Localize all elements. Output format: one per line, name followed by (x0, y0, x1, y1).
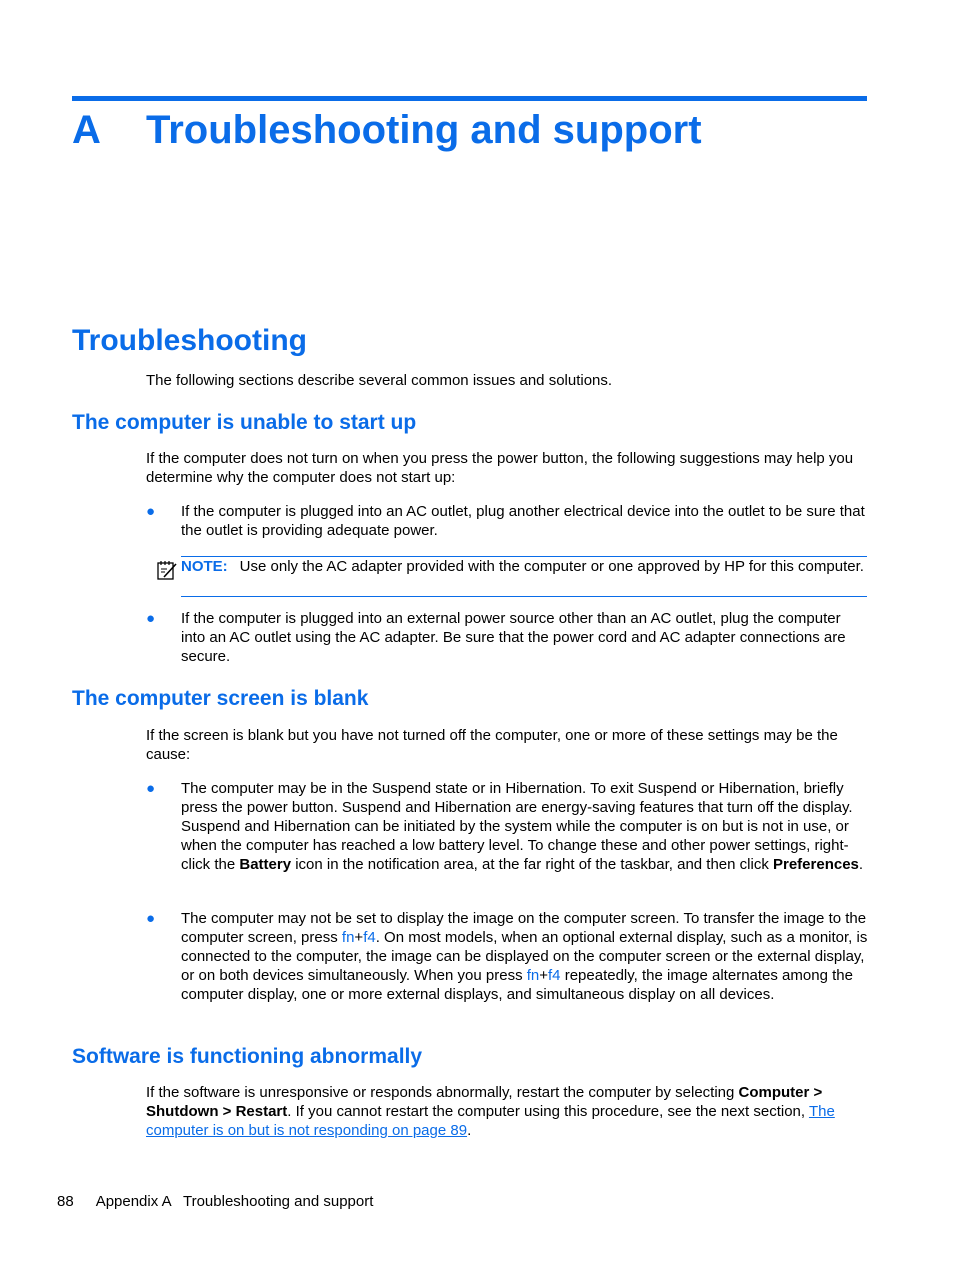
startup-bullet-2: If the computer is plugged into an external power source other than an AC outlet, plug the computer into an AC outlet using the AC adapter. Be sure that the power cord and AC adapter connections are secure. (181, 610, 846, 665)
note-pad-icon (156, 559, 178, 581)
bullet-dot-icon: ● (146, 503, 156, 520)
startup-bullet-1: If the computer is plugged into an AC outlet, plug another electrical device into the outlet to be sure that the outlet is providing adequate power. (181, 503, 865, 539)
page-footer (57, 1192, 373, 1211)
screen-blank-intro: If the screen is blank but you have not turned off the computer, one or more of these settings may be the cause: (146, 727, 838, 763)
text-run: The computer may not be set to display the image on the computer screen. To transfer the image to the computer screen, press (181, 910, 867, 946)
bullet-dot-icon: ● (146, 610, 156, 627)
footer-label: Appendix A Troubleshooting and support (95, 1193, 374, 1210)
key-f4: f4 (363, 929, 376, 946)
text-run: icon in the notification area, at the far right of the taskbar, and then click (291, 856, 773, 873)
text-run: . On most models, when an optional external display, such as a monitor, is connected to the computer, the image can be displayed on the computer screen or the external display, or on both devices simultaneously. When you press (181, 929, 868, 984)
screen-blank-bullet-2 (181, 909, 868, 1004)
cross-reference-link[interactable]: The computer is on but is not responding on page 89 (146, 1103, 835, 1139)
section-title: Troubleshooting (72, 324, 307, 357)
software-heading: Software is functioning abnormally (72, 1045, 423, 1068)
screen-blank-heading: The computer screen is blank (72, 687, 369, 710)
note-box (181, 556, 867, 597)
text-run: . (858, 856, 864, 873)
note-content (181, 557, 867, 576)
page-number: 88 (57, 1193, 74, 1210)
key-plus: + (539, 967, 549, 984)
text-run: . If you cannot restart the computer using this procedure, see the next section, (287, 1103, 809, 1120)
bullet-dot-icon: ● (146, 910, 156, 927)
text-run: repeatedly, the image alternates among the computer display, one or more external displays, and simultaneous display on all devices. (181, 967, 853, 1003)
note-label: NOTE: (181, 558, 228, 575)
section-intro: The following sections describe several common issues and solutions. (146, 372, 613, 389)
startup-intro: If the computer does not turn on when you press the power button, the following suggestions may help you determine why the computer does not start up: (146, 450, 854, 486)
preferences-term: Preferences (773, 856, 859, 873)
text-run: If the software is unresponsive or responds abnormally, restart the computer by selecting (146, 1084, 739, 1101)
chapter-letter: A (72, 108, 101, 152)
startup-heading: The computer is unable to start up (72, 411, 417, 434)
screen-blank-bullet-1 (181, 779, 868, 874)
chapter-rule (72, 96, 867, 101)
key-fn: fn (341, 929, 355, 946)
menu-path: Computer > Shutdown > Restart (146, 1084, 823, 1120)
note-text: Use only the AC adapter provided with the computer or one approved by HP for this computer. (239, 558, 864, 575)
text-run: The computer may be in the Suspend state or in Hibernation. To exit Suspend or Hibernation, briefly press the power button. Suspend and Hibernation are energy-saving features that turn off the display. Suspend and Hibernation can be initiated by the system while the computer is on but is not in use, or when the computer has reached a low battery level. To change these and other power settings, right-click the (181, 780, 853, 873)
key-plus: + (354, 929, 364, 946)
key-f4: f4 (548, 967, 561, 984)
bullet-dot-icon: ● (146, 780, 156, 797)
text-run: . (467, 1122, 472, 1139)
software-paragraph (146, 1083, 868, 1140)
key-fn: fn (526, 967, 540, 984)
chapter-title: Troubleshooting and support (146, 108, 702, 152)
battery-term: Battery (239, 856, 292, 873)
